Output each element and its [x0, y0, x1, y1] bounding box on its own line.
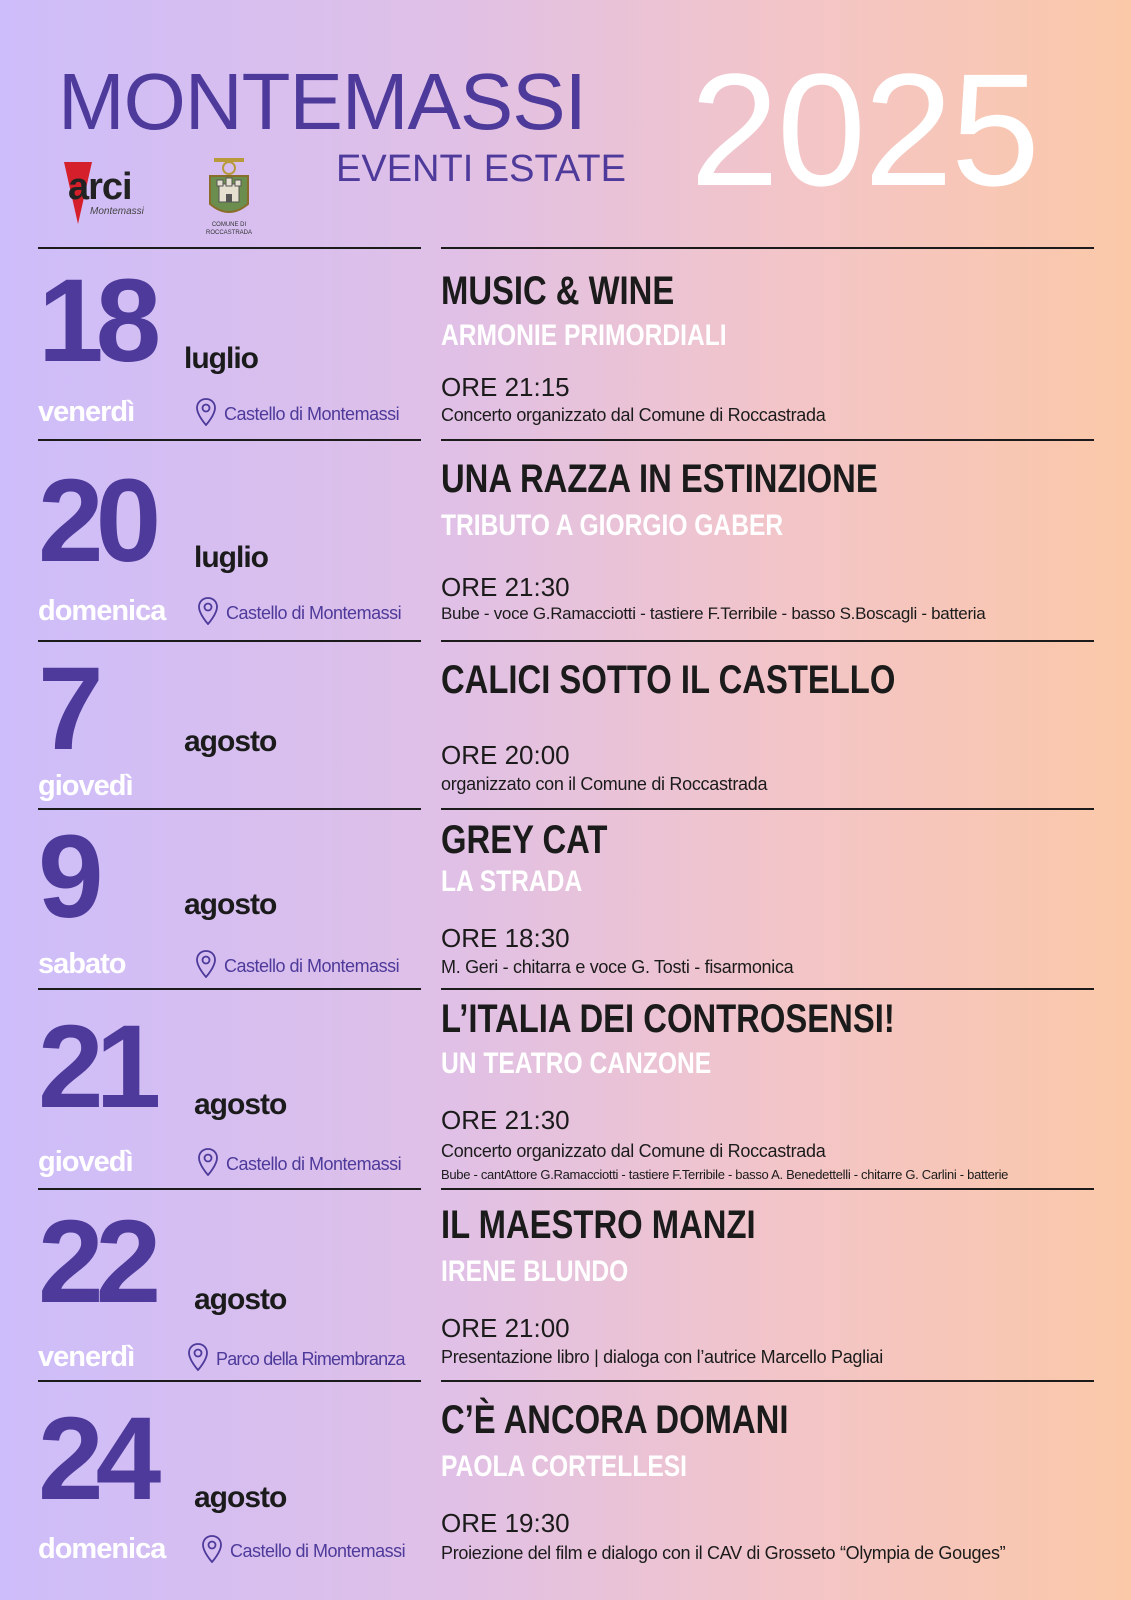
- event-title: CALICI SOTTO IL CASTELLO: [441, 658, 896, 702]
- castle-crest-icon: [204, 152, 254, 222]
- event-description: Presentazione libro | dialoga con l’autrice Marcello Pagliai: [441, 1347, 883, 1367]
- event-location: [196, 950, 399, 978]
- page-subtitle: EVENTI ESTATE: [336, 148, 626, 190]
- event-subtitle: TRIBUTO A GIORGIO GABER: [441, 509, 784, 542]
- event-day: 18: [38, 255, 154, 387]
- divider-line: [441, 1380, 1094, 1382]
- event-weekday: domenica: [38, 1533, 166, 1565]
- divider-line: [38, 988, 421, 990]
- year: 2025: [690, 40, 1038, 219]
- event-location: [198, 597, 401, 625]
- arci-logo: [60, 160, 150, 230]
- event-month: agosto: [194, 1088, 287, 1121]
- divider-line: [441, 640, 1094, 642]
- event-location-text: Castello di Montemassi: [226, 1154, 402, 1174]
- event-description: Concerto organizzato dal Comune di Roccastrada: [441, 405, 826, 425]
- event-title: L’ITALIA DEI CONTROSENSI!: [441, 997, 895, 1041]
- event-day: 9: [38, 811, 96, 943]
- event-time: ORE 21:15: [441, 372, 570, 402]
- divider-line: [441, 439, 1094, 441]
- comune-logo-line1: COMUNE DI: [211, 222, 247, 228]
- event-description-credits: Bube - cantAttore G.Ramacciotti - tastiere F.Terribile - basso A. Benedettelli - chitarre G. Carlini - batterie: [441, 1167, 1009, 1182]
- map-pin-icon: [196, 398, 216, 426]
- divider-line: [441, 247, 1094, 249]
- event-description: Proiezione del film e dialogo con il CAV di Grosseto “Olympia de Gouges”: [441, 1543, 1006, 1563]
- event-time: ORE 21:00: [441, 1313, 570, 1343]
- page-title: MONTEMASSI: [58, 57, 586, 146]
- event-title: C’È ANCORA DOMANI: [441, 1398, 789, 1442]
- map-pin-icon: [188, 1343, 208, 1371]
- event-time: ORE 21:30: [441, 1105, 570, 1135]
- event-day: 20: [38, 455, 154, 587]
- divider-line: [38, 247, 421, 249]
- event-day: 7: [38, 643, 96, 775]
- event-description: Bube - voce G.Ramacciotti - tastiere F.Terribile - basso S.Boscagli - batteria: [441, 604, 986, 623]
- divider-line: [38, 1188, 421, 1190]
- event-day: 24: [38, 1393, 154, 1525]
- event-day: 21: [38, 1001, 154, 1133]
- event-description: M. Geri - chitarra e voce G. Tosti - fisarmonica: [441, 957, 794, 977]
- event-subtitle: ARMONIE PRIMORDIALI: [441, 319, 727, 352]
- divider-line: [38, 439, 421, 441]
- event-weekday: giovedì: [38, 770, 133, 802]
- event-weekday: giovedì: [38, 1146, 133, 1178]
- event-location: [198, 1148, 401, 1176]
- event-time: ORE 18:30: [441, 923, 570, 953]
- event-location-text: Parco della Rimembranza: [216, 1349, 405, 1369]
- event-subtitle: UN TEATRO CANZONE: [441, 1047, 712, 1080]
- event-time: ORE 21:30: [441, 572, 570, 602]
- event-location-text: Castello di Montemassi: [224, 404, 400, 424]
- event-subtitle: LA STRADA: [441, 865, 583, 898]
- event-title: UNA RAZZA IN ESTINZIONE: [441, 457, 878, 501]
- divider-line: [441, 988, 1094, 990]
- event-month: agosto: [194, 1283, 287, 1316]
- comune-logo: [198, 150, 260, 240]
- divider-line: [38, 640, 421, 642]
- event-weekday: domenica: [38, 595, 166, 627]
- divider-line: [441, 808, 1094, 810]
- arci-logo-sub: Montemassi: [90, 206, 144, 217]
- divider-line: [38, 808, 421, 810]
- event-time: ORE 19:30: [441, 1508, 570, 1538]
- event-month: agosto: [194, 1481, 287, 1514]
- event-location: [188, 1343, 405, 1371]
- event-title: GREY CAT: [441, 818, 608, 862]
- arci-logo-word: arci: [68, 166, 132, 208]
- event-title: MUSIC & WINE: [441, 269, 675, 313]
- divider-line: [441, 1188, 1094, 1190]
- comune-logo-line2: ROCCASTRADA: [205, 230, 252, 236]
- map-pin-icon: [196, 950, 216, 978]
- event-weekday: venerdì: [38, 396, 135, 428]
- map-pin-icon: [198, 1148, 218, 1176]
- event-location: [202, 1535, 405, 1563]
- event-month: luglio: [194, 541, 268, 574]
- event-month: luglio: [184, 342, 258, 375]
- event-month: agosto: [184, 888, 277, 921]
- event-title: IL MAESTRO MANZI: [441, 1203, 756, 1247]
- map-pin-icon: [202, 1535, 222, 1563]
- event-location: [196, 398, 399, 426]
- event-location-text: Castello di Montemassi: [226, 603, 402, 623]
- event-subtitle: PAOLA CORTELLESI: [441, 1450, 687, 1483]
- event-month: agosto: [184, 725, 277, 758]
- map-pin-icon: [198, 597, 218, 625]
- event-description: Concerto organizzato dal Comune di Roccastrada: [441, 1141, 826, 1161]
- event-description: organizzato con il Comune di Roccastrada: [441, 774, 768, 794]
- event-subtitle: IRENE BLUNDO: [441, 1255, 629, 1288]
- event-weekday: sabato: [38, 948, 126, 980]
- event-weekday: venerdì: [38, 1341, 135, 1373]
- event-time: ORE 20:00: [441, 740, 570, 770]
- divider-line: [38, 1380, 421, 1382]
- event-location-text: Castello di Montemassi: [230, 1541, 406, 1561]
- event-location-text: Castello di Montemassi: [224, 956, 400, 976]
- event-day: 22: [38, 1196, 154, 1328]
